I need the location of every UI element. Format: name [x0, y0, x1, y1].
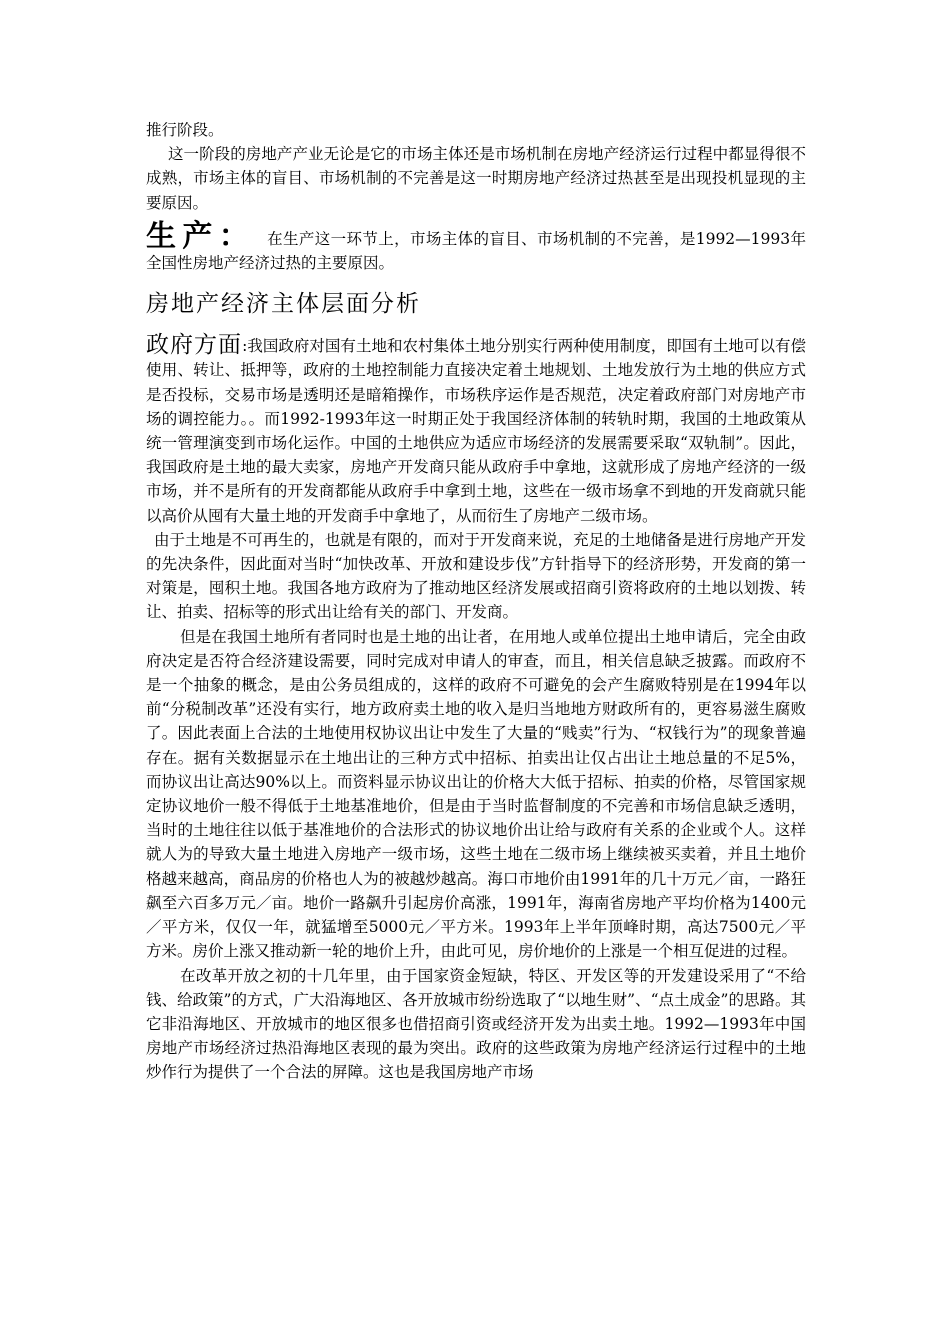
government-text: :我国政府对国有土地和农村集体土地分别实行两种使用制度，即国有土地可以有偿使用、转让、抵押等，政府的土地控制能力直接决定着土地规划、土地发放行为土地的供应方式是否投标，交易市场是透明还是暗箱操作，市场秩序运作是否规范，决定着政府部门对房地产市场的调控能力。。而1992-1993年这一时期正处于我国经济体制的转轨时期，我国的土地政策从统一管理演变到市场化运作。中国的土地供应为适应市场经济的发展需要采取“双轨制”。因此，我国政府是土地的最大卖家，房地产开发商只能从政府手中拿地，这就形成了房地产经济的一级市场，并不是所有的开发商都能从政府手中拿到土地，这些在一级市场拿不到地的开发商就只能以高价从囤有大量土地的开发商手中拿地了，从而衍生了房地产二级市场。: [146, 337, 806, 525]
production-heading: 生产：: [146, 218, 256, 254]
paragraph-policy: 在改革开放之初的十几年里，由于国家资金短缺，特区、开发区等的开发建设采用了“不给钱、给政策”的方式，广大沿海地区、各开放城市纷纷选取了“以地生财”、“点土成金”的思路。其它非沿海地区、开放城市的地区很多也借招商引资或经济开发为出卖土地。1992—1993年中国房地产市场经济过热沿海地区表现的最为突出。政府的这些政策为房地产经济运行过程中的土地炒作行为提供了一个合法的屏障。这也是我国房地产市场: [146, 966, 806, 1082]
paragraph-corruption: 但是在我国土地所有者同时也是土地的出让者，在用地人或单位提出土地申请后，完全由政府决定是否符合经济建设需要，同时完成对申请人的审查，而且，相关信息缺乏披露。而政府不是一个抽象的概念，是由公务员组成的，这样的政府不可避免的会产生腐败特别是在1994年以前“分税制改革”还没有实行，地方政府卖土地的收入是归当地地方财政所有的，更容易滋生腐败了。因此表面上合法的土地使用权协议出让中发生了大量的“贱卖”行为、“权钱行为”的现象普遍存在。据有关数据显示在土地出让的三种方式中招标、拍卖出让仅占出让土地总量的不足5%，而协议出让高达90%以上。而资料显示协议出让的价格大大低于招标、拍卖的价格，尽管国家规定协议地价一般不得低于土地基准地价，但是由于当时监督制度的不完善和市场信息缺乏透明，当时的土地往往以低于基准地价的合法形式的协议地价出让给与政府有关系的企业或个人。这样就人为的导致大量土地进入房地产一级市场，这些土地在二级市场上继续被买卖着，并且土地价格越来越高，商品房的价格也人为的被越炒越高。海口市地价由1991年的几十万元／亩，一路狂飙至六百多万元／亩。地价一路飙升引起房价高涨，1991年，海南省房地产平均价格为1400元／平方米，仅仅一年，就猛增至5000元／平方米。1993年上半年顶峰时期，高达7500元／平方米。房价上涨又推动新一轮的地价上升，由此可见，房价地价的上涨是一个相互促进的过程。: [146, 627, 806, 961]
section-heading: 房地产经济主体层面分析: [146, 291, 421, 318]
document-page: [146, 118, 806, 1085]
paragraph-production: [146, 218, 806, 275]
paragraph-intro-end: 推行阶段。: [146, 121, 224, 139]
paragraph-government: [146, 333, 806, 528]
production-text: 在生产这一环节上，市场主体的盲目、市场机制的不完善，是1992—1993年全国性房地产经济过热的主要原因。: [146, 229, 806, 273]
government-heading: 政府方面: [146, 332, 243, 359]
paragraph-market-immaturity: 这一阶段的房地产产业无论是它的市场主体还是市场机制在房地产经济运行过程中都显得很不成熟，市场主体的盲目、市场机制的不完善是这一时期房地产经济过热甚至是出现投机显现的主要原因。: [146, 145, 806, 212]
paragraph-land-hoarding: 由于土地是不可再生的，也就是有限的，而对于开发商来说，充足的土地储备是进行房地产开发的先决条件，因此面对当时“加快改革、开放和建设步伐”方针指导下的经济形势，开发商的第一对策是，囤积土地。我国各地方政府为了推动地区经济发展或招商引资将政府的土地以划拨、转让、拍卖、招标等的形式出让给有关的部门、开发商。: [146, 530, 806, 622]
